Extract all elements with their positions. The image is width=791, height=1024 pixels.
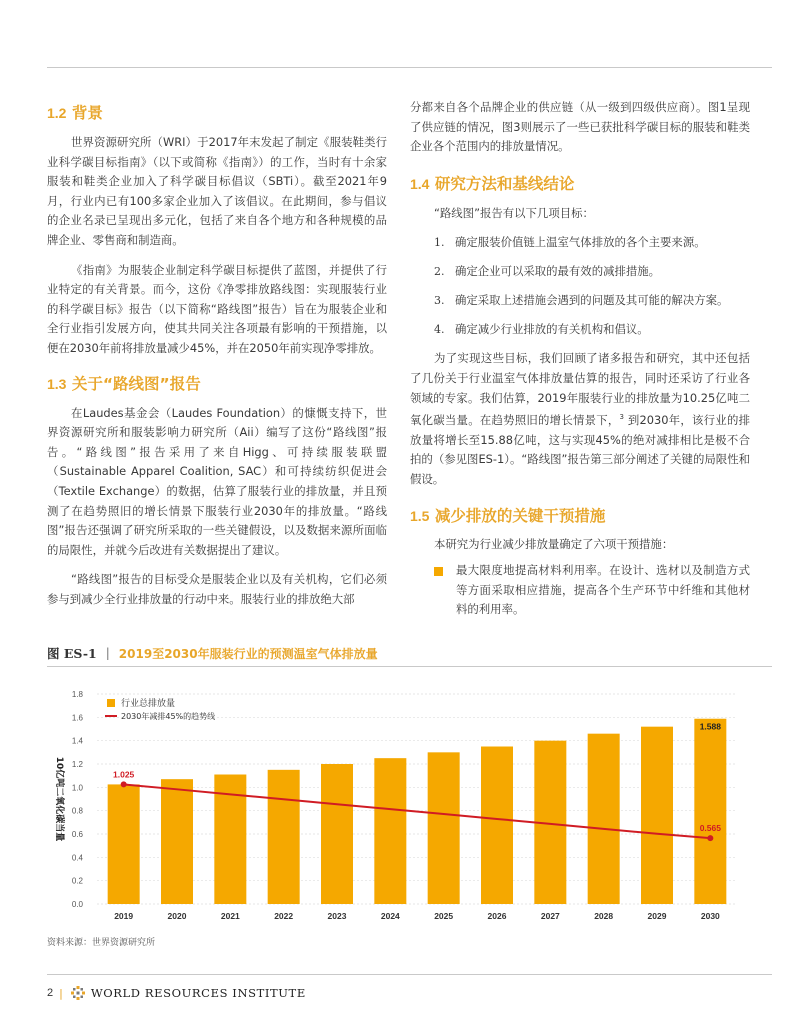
list-item bbox=[410, 320, 750, 339]
bullet-item bbox=[410, 561, 750, 620]
section-title: 减少排放的关键干预措施 bbox=[429, 507, 606, 526]
figure-source: 资料来源：世界资源研究所 bbox=[47, 938, 156, 948]
list-number: 1. bbox=[434, 236, 445, 250]
trend-point bbox=[121, 781, 127, 787]
legend-label: 行业总排放量 bbox=[121, 699, 176, 709]
bar bbox=[268, 770, 300, 904]
footnote-ref[interactable]: 3 bbox=[619, 413, 624, 422]
x-tick-label: 2028 bbox=[594, 911, 614, 921]
left-column bbox=[47, 96, 387, 609]
bar bbox=[694, 719, 726, 904]
y-tick-label: 0.2 bbox=[71, 876, 83, 886]
legend-swatch-bar bbox=[107, 699, 115, 707]
figure-label: 图 ES-1 bbox=[47, 646, 97, 661]
page-footer bbox=[47, 986, 306, 1000]
y-axis-label: 10亿吨二氧化碳当量 bbox=[54, 756, 64, 842]
section-number: 1.5 bbox=[410, 508, 430, 525]
section-title: 背景 bbox=[66, 104, 103, 122]
y-tick-label: 1.0 bbox=[71, 783, 83, 793]
section-1-3-heading bbox=[47, 373, 387, 395]
y-tick-label: 0.0 bbox=[71, 900, 83, 909]
legend-label: 2030年减排45%的趋势线 bbox=[121, 712, 216, 721]
chart-legend bbox=[105, 697, 215, 721]
paragraph-text: 为了实现这些目标，我们回顾了诸多报告和研究，其中还包括了几份关于行业温室气体排放量估算的报告，同时还采访了行业各领域的专家。我们估算，2019年服装行业的排放量为10.25亿吨二氧化碳当量。在趋势照旧的增长情景下， bbox=[410, 351, 750, 427]
x-tick-label: 2021 bbox=[220, 911, 240, 921]
paragraph-text: 到2030年，该行业的排放量将增长至15.88亿吨，这与实现45%的绝对减排相比是极不合拍的（参见图ES-1）。“路线图”报告第三部分阐述了关键的局限性和假设。 bbox=[410, 412, 750, 486]
x-tick-label: 2029 bbox=[647, 911, 667, 921]
paragraph: 世界资源研究所（WRI）于2017年末发起了制定《服装鞋类行业科学碳目标指南》（以下或简称《指南》）的工作，当时有十余家服装和鞋类企业加入了科学碳目标倡议（SBTi）。截至2021年9月，行业内已有100多家企业加入了该倡议。在此期间，参与倡议的企业名录已呈现出多元化，包括了来自各个地方和各种规模的品牌企业、零售商和制造商。 bbox=[47, 135, 387, 247]
bar bbox=[641, 727, 673, 904]
y-tick-label: 0.8 bbox=[71, 806, 83, 816]
data-label: 1.025 bbox=[113, 769, 135, 780]
bar bbox=[108, 784, 140, 904]
figure-rule bbox=[47, 666, 772, 667]
data-labels bbox=[113, 722, 721, 833]
paragraph: 本研究为行业减少排放量确定了六项干预措施： bbox=[434, 537, 674, 552]
list-item bbox=[410, 262, 750, 281]
org-name: WORLD RESOURCES INSTITUTE bbox=[90, 986, 306, 1000]
y-tick-label: 0.6 bbox=[71, 830, 83, 839]
page-number: 2 bbox=[47, 987, 54, 999]
emissions-chart bbox=[47, 684, 747, 929]
top-rule bbox=[47, 67, 772, 68]
bar bbox=[481, 747, 513, 905]
section-1-4-heading bbox=[410, 173, 750, 195]
bullet-square bbox=[434, 567, 443, 576]
list-text: 确定服装价值链上温室气体排放的各个主要来源。 bbox=[455, 235, 706, 250]
objectives-list bbox=[410, 233, 750, 339]
bar bbox=[321, 764, 353, 904]
list-text: 确定企业可以采取的最有效的减排措施。 bbox=[455, 264, 661, 279]
wri-logo-icon bbox=[71, 986, 85, 1000]
x-tick-label: 2022 bbox=[274, 911, 294, 921]
paragraph: “路线图”报告有以下几项目标： bbox=[434, 205, 594, 220]
section-1-2-heading bbox=[47, 102, 387, 124]
figure-header bbox=[47, 641, 772, 665]
section-title: 研究方法和基线结论 bbox=[429, 174, 575, 193]
footer-rule bbox=[47, 974, 772, 975]
y-tick-label: 1.2 bbox=[71, 760, 83, 769]
list-text: 确定采取上述措施会遇到的问题及其可能的解决方案。 bbox=[455, 293, 729, 308]
y-tick-labels bbox=[72, 690, 84, 909]
bar bbox=[161, 779, 193, 904]
paragraph: 在Laudes基金会（Laudes Foundation）的慷慨支持下，世界资源研究所和服装影响力研究所（Aii）编写了这份“路线图”报告。“路线图”报告采用了来自Higg、可持续服装联盟（Sustainable Apparel Coalition, SAC）和可持续纺织促进会（Textile Exchange）的数据，估算了服装行业的排放量，并且预测了在趋势照旧的增长情景下服装行业2030年的排放量。“路线图”报告还强调了研究所采取的一些关键假设，以及数据来源所面临的局限性，并就今后改进有关数据提出了建议。 bbox=[47, 405, 387, 557]
section-number: 1.3 bbox=[47, 375, 67, 392]
x-tick-label: 2026 bbox=[487, 911, 507, 921]
footer-separator: | bbox=[59, 986, 63, 1000]
paragraph: “路线图”报告的目标受众是服装企业以及有关机构，它们必须参与到减少全行业排放量的行动中来。服装行业的排放绝大部 bbox=[47, 572, 387, 606]
x-tick-label: 2025 bbox=[434, 911, 454, 921]
x-tick-label: 2020 bbox=[167, 911, 187, 921]
bar bbox=[588, 734, 620, 904]
y-tick-label: 1.6 bbox=[71, 713, 83, 723]
y-tick-label: 1.4 bbox=[71, 736, 83, 746]
y-tick-label: 0.4 bbox=[71, 853, 83, 863]
data-label: 0.565 bbox=[699, 823, 721, 834]
section-title: 关于“路线图”报告 bbox=[66, 374, 201, 393]
trend-line bbox=[121, 781, 714, 841]
list-text: 确定减少行业排放的有关机构和倡议。 bbox=[455, 322, 649, 337]
x-tick-label: 2027 bbox=[540, 911, 560, 921]
trend-point bbox=[707, 835, 713, 841]
section-number: 1.2 bbox=[47, 105, 67, 121]
right-column bbox=[410, 98, 750, 620]
y-tick-label: 1.8 bbox=[71, 690, 83, 699]
x-tick-label: 2024 bbox=[380, 911, 400, 921]
x-tick-labels bbox=[114, 911, 720, 921]
list-number: 2. bbox=[434, 265, 445, 279]
bullet-text: 最大限度地提高材料利用率。在设计、选材以及制造方式等方面采取相应措施，提高各个生产环节中纤维和其他材料的利用率。 bbox=[456, 562, 750, 617]
data-label: 1.588 bbox=[699, 721, 721, 732]
list-number: 4. bbox=[434, 323, 445, 337]
section-1-5-heading bbox=[410, 505, 750, 527]
list-number: 3. bbox=[434, 294, 445, 308]
paragraph bbox=[410, 349, 750, 489]
list-item bbox=[410, 233, 750, 252]
list-item bbox=[410, 291, 750, 310]
paragraph: 分都来自各个品牌企业的供应链（从一级到四级供应商）。图1呈现了供应链的情况，图3则展示了一些已获批科学碳目标的服装和鞋类企业各个范围内的排放量情况。 bbox=[410, 100, 750, 154]
section-number: 1.4 bbox=[410, 175, 430, 192]
x-tick-label: 2030 bbox=[700, 911, 720, 921]
trend-line-path bbox=[124, 784, 711, 838]
bar bbox=[428, 752, 460, 904]
paragraph: 《指南》为服装企业制定科学碳目标提供了蓝图，并提供了行业特定的有关背景。而今，这份《净零排放路线图：实现服装行业的科学碳目标》报告（以下简称“路线图”报告）旨在为服装企业和全行业指引发展方向，使其共同关注各项最有影响的干预措施，以便在2030年前将排放量减少45%，并在2050年前实现净零排放。 bbox=[47, 262, 387, 355]
figure-title: 2019至2030年服装行业的预测温室气体排放量 bbox=[118, 646, 378, 661]
figure-separator: | bbox=[105, 646, 110, 660]
bar bbox=[374, 758, 406, 904]
x-tick-label: 2019 bbox=[114, 911, 134, 921]
x-tick-label: 2023 bbox=[327, 911, 347, 921]
